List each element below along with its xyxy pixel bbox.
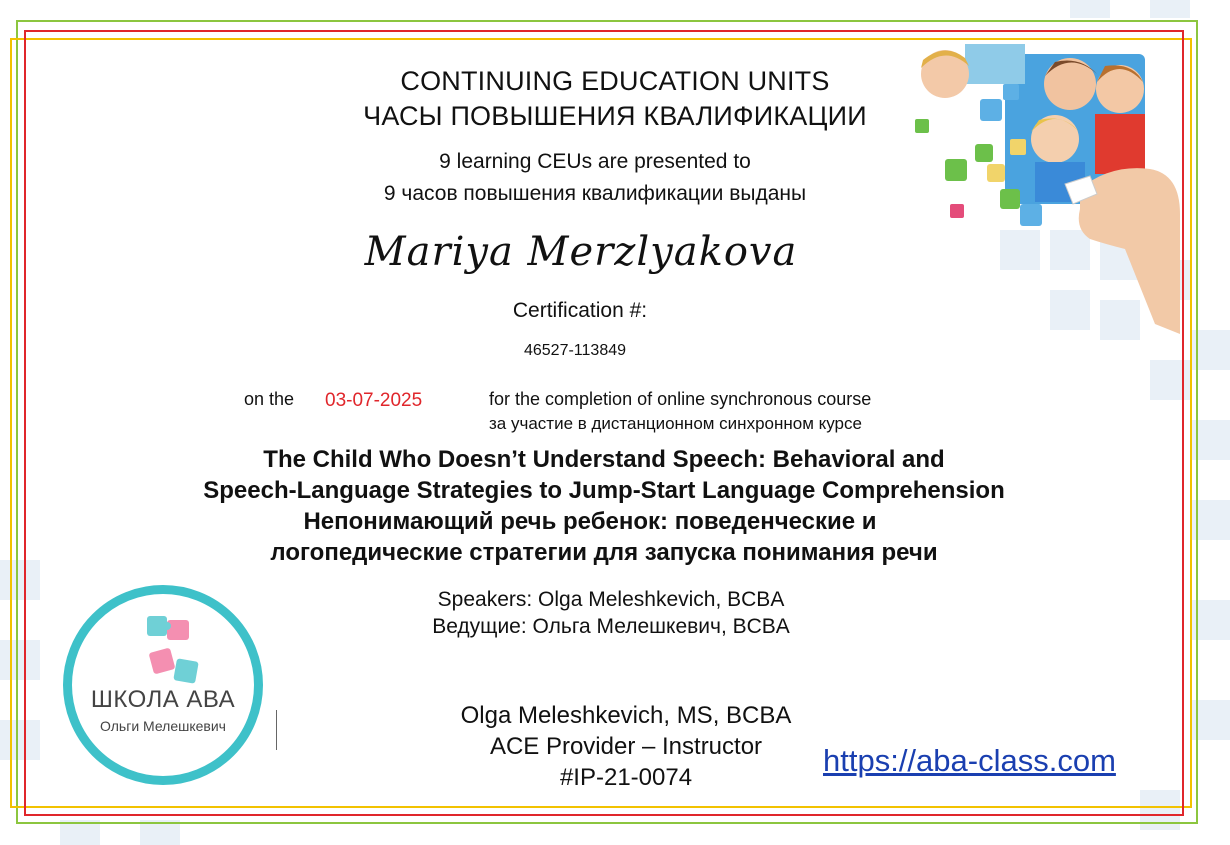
signature-name: Olga Meleshkevich, MS, BCBA: [460, 702, 792, 729]
recipient-name: Mariya Merzlyakova: [364, 229, 798, 275]
title-en: CONTINUING EDUCATION UNITS: [400, 66, 830, 96]
course-title-ru-line2: логопедические стратегии для запуска понимания речи: [270, 539, 938, 566]
completion-ru: за участие в дистанционном синхронном курсе: [489, 414, 862, 433]
website-link[interactable]: https://aba-class.com: [823, 743, 1116, 778]
signature-provider-id: #IP-21-0074: [559, 764, 693, 791]
course-title-en-line2: Speech-Language Strategies to Jump-Start Language Comprehension: [203, 477, 1005, 504]
signature-role: ACE Provider – Instructor: [489, 733, 763, 760]
certification-label: Certification #:: [512, 299, 648, 322]
speakers-ru: Ведущие: Ольга Мелешкевич, BCBA: [432, 615, 790, 638]
course-title-ru-line1: Непонимающий речь ребенок: поведенческие и: [303, 508, 877, 535]
date-prefix: on the: [244, 389, 295, 409]
logo-subtitle: Ольги Мелешкевич: [100, 718, 226, 734]
title-ru: ЧАСЫ ПОВЫШЕНИЯ КВАЛИФИКАЦИИ: [363, 101, 867, 131]
logo-title: ШКОЛА АВА: [90, 686, 236, 713]
presented-en: 9 learning CEUs are presented to: [439, 150, 751, 173]
course-title-en-line1: The Child Who Doesn’t Understand Speech: Behavioral and: [263, 446, 945, 473]
puzzle-logo-icon: [137, 610, 207, 690]
speakers-en: Speakers: Olga Meleshkevich, BCBA: [437, 588, 785, 611]
presented-ru: 9 часов повышения квалификации выданы: [383, 182, 807, 205]
completion-date: 03-07-2025: [325, 390, 423, 411]
completion-en: for the completion of online synchronous course: [489, 389, 872, 409]
certification-number: 46527-113849: [523, 342, 627, 359]
